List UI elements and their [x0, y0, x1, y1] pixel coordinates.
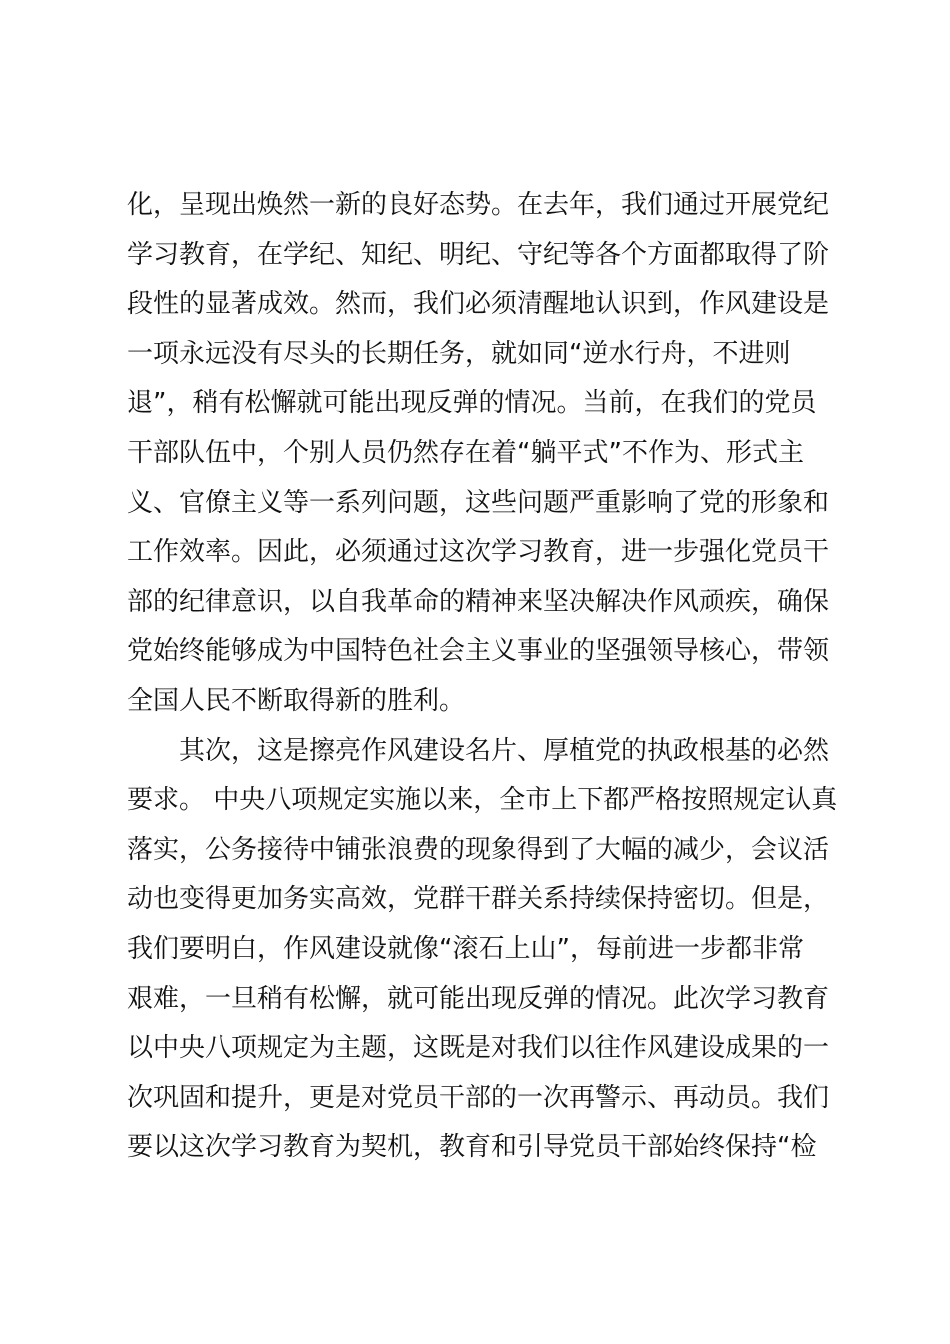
text-line: 学习教育，在学纪、知纪、明纪、守纪等各个方面都取得了阶 — [127, 239, 830, 270]
text-line: 以中央八项规定为主题，这既是对我们以往作风建设成果的一 — [127, 1033, 830, 1064]
text-line: 落实，公务接待中铺张浪费的现象得到了大幅的减少，会议活 — [127, 834, 830, 865]
text-line: 要求。 中央八项规定实施以来，全市上下都严格按照规定认真 — [127, 785, 838, 816]
text-line: 全国人民不断取得新的胜利。 — [127, 685, 466, 716]
text-line: 义、官僚主义等一系列问题，这些问题严重影响了党的形象和 — [127, 487, 830, 518]
text-line: 要以这次学习教育为契机，教育和引导党员干部始终保持“检 — [127, 1132, 817, 1163]
paragraph-start-line: 其次，这是擦亮作风建设名片、厚植党的执政根基的必然 — [179, 735, 830, 766]
text-line: 一项永远没有尽头的长期任务，就如同“逆水行舟，不进则 — [127, 338, 791, 369]
text-line: 次巩固和提升，更是对党员干部的一次再警示、再动员。我们 — [127, 1082, 830, 1113]
text-line: 艰难，一旦稍有松懈，就可能出现反弹的情况。此次学习教育 — [127, 983, 830, 1014]
text-line: 干部队伍中，个别人员仍然存在着“躺平式”不作为、形式主 — [127, 437, 804, 468]
text-line: 退”，稍有松懈就可能出现反弹的情况。当前，在我们的党员 — [127, 388, 817, 419]
text-line: 我们要明白，作风建设就像“滚石上山”，每前进一步都非常 — [127, 933, 804, 964]
text-line: 部的纪律意识，以自我革命的精神来坚决解决作风顽疾，确保 — [127, 586, 830, 617]
text-line: 工作效率。因此，必须通过这次学习教育，进一步强化党员干 — [127, 537, 830, 568]
body-text — [127, 181, 847, 1173]
text-line: 党始终能够成为中国特色社会主义事业的坚强领导核心，带领 — [127, 636, 830, 667]
text-line: 化，呈现出焕然一新的良好态势。在去年，我们通过开展党纪 — [127, 190, 830, 220]
text-line: 段性的显著成效。然而，我们必须清醒地认识到，作风建设是 — [127, 289, 830, 320]
text-line: 动也变得更加务实高效，党群干群关系持续保持密切。但是， — [127, 884, 830, 915]
